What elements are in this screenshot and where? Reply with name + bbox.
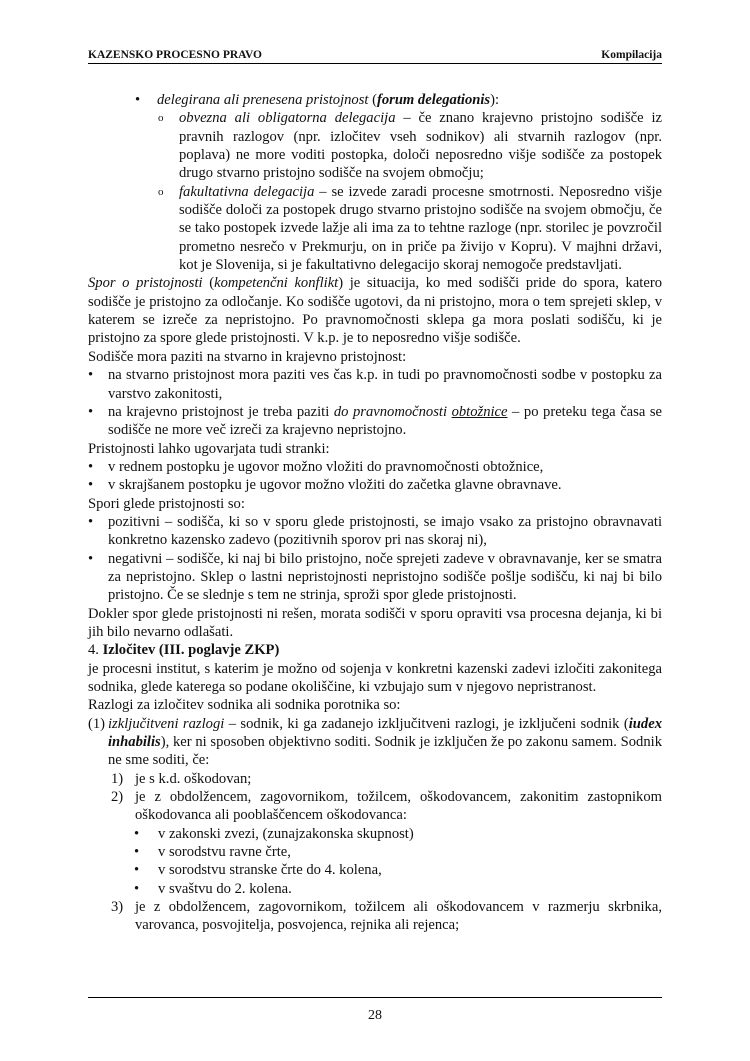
text: (: [368, 92, 377, 108]
bullet-icon: •: [88, 477, 94, 494]
list-item: [88, 366, 662, 403]
list-item-fakultativna: [88, 183, 662, 275]
text: je s k.d. oškodovan;: [135, 770, 252, 787]
list-item-obvezna: [88, 109, 662, 182]
term: Spor o pristojnosti: [88, 275, 203, 292]
underlined-term: obtožnice: [451, 403, 508, 420]
nested-list-item: [88, 880, 662, 898]
text: v svaštvu do 2. kolena.: [158, 880, 292, 897]
paragraph-izlocitev-definition: je procesni institut, s katerim je možno od sojenja v konkretni kazenski zadevi izločiti zakonitega sodnika, glede katerega so podane okoliščine, ki vzbujajo sum v njegovo nepristranost.: [88, 660, 662, 695]
bullet-icon: •: [88, 550, 94, 567]
text: pozitivni – sodišča, ki so v sporu glede pristojnosti, se imajo vsako za pristojno obravnavati konkretno kazensko zadevo (pozitivnih sporov pri nas skoraj ni),: [108, 513, 662, 549]
text: v sorodstvu ravne črte,: [158, 844, 291, 861]
text: ):: [490, 92, 500, 108]
paragraph-pazi-intro: Sodišče mora paziti na stvarno in krajevno pristojnost:: [88, 348, 407, 365]
item-number: 3): [111, 899, 124, 916]
text: ) je situacija, ko med sodišči pride do spora, katero sodišče je pristojno za odločanje. Ko sodišče ugotovi, da ni pristojno, mora o tem sprejeti sklep, v katerem se izreče za nepristojno. Po pravnomočnosti sklepa ga mora poslati sodišču, ki je pristojno za spore glede pristojnosti. V k.p. je to neposredno višje sodišče.: [88, 275, 662, 347]
page-header: [88, 43, 662, 64]
paragraph-spori-intro: Spori glede pristojnosti so:: [88, 495, 245, 512]
footer-divider: [88, 997, 662, 998]
term: kompetenčni konflikt: [214, 275, 339, 292]
text: – če znano krajevno pristojno sodišče iz pravnih razlogov (npr. izločitev vseh sodnikov) ali stvarnih razlogov (npr. poplava) ne more voditi postopka, določi neposredno višje sodišče za postopek drugo stvarno pristojno sodišče na svojem območju;: [179, 110, 662, 182]
text: (: [202, 275, 215, 292]
item-number: 2): [111, 789, 124, 806]
text: je z obdolžencem, zagovornikom, tožilcem ali oškodovancem v razmerju skrbnika, varovanca, posvojitelja, posvojenca, rejnika ali rejenca;: [135, 899, 662, 934]
text: v rednem postopku je ugovor možno vložiti do pravnomočnosti obtožnice,: [108, 458, 544, 475]
text: negativni – sodišče, ki naj bi bilo pristojno, noče sprejeti zadeve v obravnavanje, ker se smatra za nepristojno. Sklep o lastni nepristojnosti nepristojno sodišče pošlje sodišču, ki naj bi bilo pristojno. Če se slednje s tem ne strinja, sproži spor glede pristojnosti.: [108, 550, 662, 604]
term: do pravnomočnosti: [333, 403, 452, 420]
section-number: 4.: [88, 642, 103, 659]
page-number: 28: [368, 1008, 382, 1023]
text: na stvarno pristojnost mora paziti ves čas k.p. in tudi po pravnomočnosti sodbe v postopku za varstvo zakonitosti,: [108, 367, 662, 402]
text: v skrajšanem postopku je ugovor možno vložiti do začetka glavne obravnave.: [108, 477, 562, 494]
bullet-icon: •: [88, 367, 94, 384]
list-item: [88, 550, 662, 605]
text: – po preteku tega časa se sodišče ne more več izreči za krajevno nepristojno.: [108, 403, 663, 439]
text: v zakonski zvezi, (zunajzakonska skupnost): [158, 825, 414, 842]
sub-numbered-item: [88, 898, 662, 935]
term: obvezna ali obligatorna delegacija: [179, 110, 396, 127]
bullet-icon: •: [135, 92, 141, 108]
sub-numbered-item: [88, 788, 662, 825]
term: fakultativna delegacija: [179, 183, 315, 200]
item-number: 1): [111, 770, 124, 787]
text: – sodnik, ki ga zadanejo izključitveni razlogi, je izključeni sodnik (: [224, 715, 629, 732]
numbered-item-1: [88, 715, 662, 770]
circle-bullet-icon: o: [158, 112, 164, 125]
circle-bullet-icon: o: [158, 185, 164, 198]
term: delegirana ali prenesena pristojnost: [157, 92, 369, 108]
latin-term: iudex inhabilis: [108, 715, 662, 751]
nested-list-item: [88, 825, 662, 843]
list-item: [88, 476, 662, 494]
page-body: [88, 91, 662, 935]
list-item-delegation: [88, 91, 662, 109]
paragraph-dokler: Dokler spor glede pristojnosti ni rešen, morata sodišči v sporu opraviti vsa procesna dejanja, ki bi jih bilo nevarno odlašati.: [88, 605, 662, 640]
item-number: (1): [88, 715, 106, 732]
bullet-icon: •: [88, 513, 94, 530]
text: – se izvede zaradi procesne smotrnosti. Neposredno višje sodišče določi za postopek drugo stvarno pristojno sodišče na svojem območju, če se tako postopek izvede lažje ali ima za to tehtne razloge (npr. storilec je povzročil prometno nesrečo v Prekmurju, on in priče pa živijo v Kopru). V majhni državi, kot je Slovenija, si je fakultativno delegacijo skoraj nemogoče predstavljati.: [179, 183, 662, 274]
bullet-icon: •: [134, 862, 140, 879]
nested-list-item: [88, 843, 662, 861]
bullet-icon: •: [88, 403, 94, 420]
nested-list-item: [88, 861, 662, 879]
text: ), ker ni sposoben objektivno soditi. Sodnik je izključen že po zakonu samem. Sodnik ne sme soditi, če:: [108, 734, 662, 769]
text: na krajevno pristojnost je treba paziti: [108, 403, 334, 420]
text: v sorodstvu stranske črte do 4. kolena,: [158, 862, 382, 879]
section-heading: [88, 641, 662, 659]
paragraph-razlogi-intro: Razlogi za izločitev sodnika ali sodnika porotnika so:: [88, 697, 401, 714]
latin-term: forum delegationis: [376, 92, 491, 108]
bullet-icon: •: [134, 844, 140, 861]
list-item: [88, 513, 662, 550]
header-right-label: Kompilacija: [601, 49, 662, 61]
list-item: [88, 403, 662, 440]
bullet-icon: •: [134, 880, 140, 897]
sub-numbered-item: [88, 770, 662, 788]
header-title: KAZENSKO PROCESNO PRAVO: [88, 49, 262, 61]
term: izključitveni razlogi: [108, 715, 225, 732]
paragraph-ugovor-intro: Pristojnosti lahko ugovarjata tudi stranki:: [88, 440, 330, 457]
bullet-icon: •: [134, 825, 140, 842]
list-item: [88, 458, 662, 476]
bullet-icon: •: [88, 458, 94, 475]
paragraph-spor: [88, 274, 662, 347]
text: je z obdolžencem, zagovornikom, tožilcem, oškodovancem, zakonitim zastopnikom oškodovanca ali pooblaščencem oškodovanca:: [135, 789, 662, 824]
section-title: Izločitev (III. poglavje ZKP): [102, 642, 280, 659]
